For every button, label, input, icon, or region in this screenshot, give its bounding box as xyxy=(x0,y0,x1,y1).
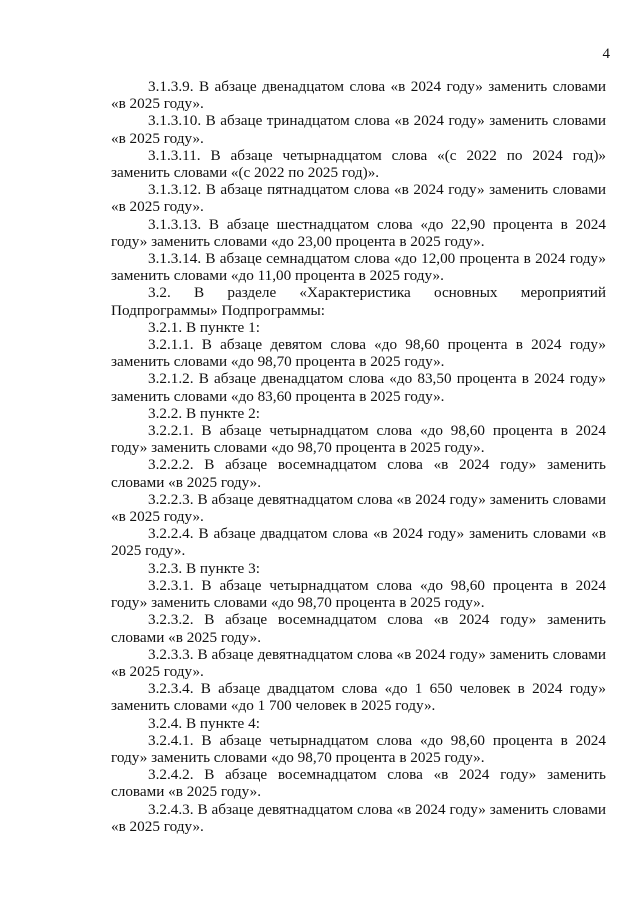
paragraph-3-2-2-3: 3.2.2.3. В абзаце девятнадцатом слова «в 2024 году» заменить словами «в 2025 году». xyxy=(111,490,606,526)
paragraph-3-1-3-12: 3.1.3.12. В абзаце пятнадцатом слова «в 2024 году» заменить словами «в 2025 году». xyxy=(111,181,606,216)
paragraph-3-2-4-3: 3.2.4.3. В абзаце девятнадцатом слова «в 2024 году» заменить словами «в 2025 году». xyxy=(111,800,606,835)
paragraph-3-2-3-2: 3.2.3.2. В абзаце восемнадцатом слова «в 2024 году» заменить словами «в 2025 году». xyxy=(111,611,606,646)
paragraph-3-2-2-1: 3.2.2.1. В абзаце четырнадцатом слова «до 98,60 процента в 2024 году» заменить словами «до 98,70 процента в 2025 году». xyxy=(111,422,606,457)
paragraph-3-1-3-9: 3.1.3.9. В абзаце двенадцатом слова «в 2024 году» заменить словами «в 2025 году». xyxy=(111,78,606,113)
paragraph-3-2-2: 3.2.2. В пункте 2: xyxy=(148,404,260,422)
paragraph-3-1-3-14: 3.1.3.14. В абзаце семнадцатом слова «до 12,00 процента в 2024 году» заменить словами «до 11,00 процента в 2025 году». xyxy=(111,250,606,285)
paragraph-3-2-2-4: 3.2.2.4. В абзаце двадцатом слова «в 2024 году» заменить словами «в 2025 году». xyxy=(111,525,606,560)
paragraph-3-2-4: 3.2.4. В пункте 4: xyxy=(148,714,260,732)
paragraph-3-2-4-1: 3.2.4.1. В абзаце четырнадцатом слова «до 98,60 процента в 2024 году» заменить словами «до 98,70 процента в 2025 году». xyxy=(111,731,606,766)
paragraph-3-2-1: 3.2.1. В пункте 1: xyxy=(148,318,260,336)
paragraph-3-1-3-13: 3.1.3.13. В абзаце шестнадцатом слова «до 22,90 процента в 2024 году» заменить словами «до 23,00 процента в 2025 году». xyxy=(111,215,606,250)
paragraph-3-2-3: 3.2.3. В пункте 3: xyxy=(148,559,260,577)
paragraph-3-1-3-10: 3.1.3.10. В абзаце тринадцатом слова «в 2024 году» заменить словами «в 2025 году». xyxy=(111,112,606,147)
paragraph-3-2-1-1: 3.2.1.1. В абзаце девятом слова «до 98,60 процента в 2024 году» заменить словами «до 98,70 процента в 2025 году». xyxy=(111,336,606,371)
paragraph-3-1-3-11: 3.1.3.11. В абзаце четырнадцатом слова «(с 2022 по 2024 год)» заменить словами «(с 2022 по 2025 год)». xyxy=(111,146,606,182)
page-number: 4 xyxy=(602,46,610,62)
paragraph-3-2: 3.2. В разделе «Характеристика основных мероприятий Подпрограммы» Подпрограммы: xyxy=(111,284,606,319)
paragraph-3-2-3-4: 3.2.3.4. В абзаце двадцатом слова «до 1 650 человек в 2024 году» заменить словами «до 1 700 человек в 2025 году». xyxy=(111,680,606,715)
paragraph-3-2-2-2: 3.2.2.2. В абзаце восемнадцатом слова «в 2024 году» заменить словами «в 2025 году». xyxy=(111,456,606,491)
paragraph-3-2-4-2: 3.2.4.2. В абзаце восемнадцатом слова «в 2024 году» заменить словами «в 2025 году». xyxy=(111,766,606,801)
paragraph-3-2-3-1: 3.2.3.1. В абзаце четырнадцатом слова «до 98,60 процента в 2024 году» заменить словами «до 98,70 процента в 2025 году». xyxy=(111,576,606,612)
paragraph-3-2-3-3: 3.2.3.3. В абзаце девятнадцатом слова «в 2024 году» заменить словами «в 2025 году». xyxy=(111,645,606,680)
document-body xyxy=(111,78,606,835)
paragraph-3-2-1-2: 3.2.1.2. В абзаце двенадцатом слова «до 83,50 процента в 2024 году» заменить словами «до 83,60 процента в 2025 году». xyxy=(111,370,606,405)
